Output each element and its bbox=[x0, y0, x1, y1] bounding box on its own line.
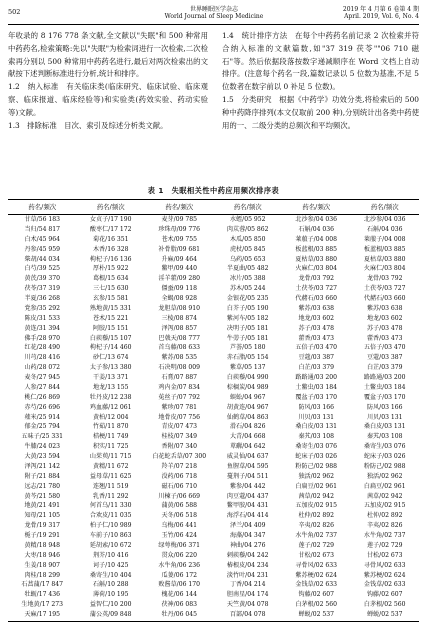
table-cell: 竹茹/11 870 bbox=[92, 423, 129, 431]
table-cell: 陈皮/31 533 bbox=[24, 314, 61, 322]
table-cell: 枸杞子/14 460 bbox=[89, 344, 132, 352]
table-cell: 磁石/06 710 bbox=[161, 482, 198, 490]
table-cell: 土鳖虫/03 184 bbox=[295, 383, 338, 391]
table-cell: 椿根皮/04 234 bbox=[226, 561, 269, 569]
table-cell: 黄柏/12 004 bbox=[92, 413, 129, 421]
table-cell: 藿香/03 473 bbox=[366, 334, 403, 342]
table-cell: 寻骨风/02 633 bbox=[363, 561, 406, 569]
table-cell: 川芎/28 416 bbox=[24, 354, 61, 362]
table-cell: 紫河车/05 182 bbox=[226, 314, 269, 322]
table-cell: 泽兰/04 409 bbox=[229, 522, 266, 530]
table-cell: 佛手/28 970 bbox=[24, 334, 61, 342]
table-cell: 薄荷/10 195 bbox=[92, 591, 129, 599]
table-cell: 益智仁/10 200 bbox=[89, 601, 132, 609]
table-cell: 鳖甲胶/04 431 bbox=[226, 502, 269, 510]
table-cell: 泽泻/21 142 bbox=[24, 462, 61, 470]
table-cell: 豆蔻/03 387 bbox=[366, 354, 403, 362]
table-cell: 路路通/03 200 bbox=[295, 374, 338, 381]
table-cell: 酸枣仁/17 172 bbox=[89, 225, 132, 233]
table-cell: 桔梗/11 749 bbox=[92, 433, 129, 441]
table-cell: 郁金/25 794 bbox=[24, 423, 61, 431]
table-cell: 石菖蒲/17 847 bbox=[21, 581, 64, 589]
table-header-row bbox=[8, 200, 419, 214]
table-cell: 地龙/03 602 bbox=[298, 314, 335, 322]
table-cell: 金银花/05 235 bbox=[226, 295, 269, 302]
table-cell: 麦冬/27 945 bbox=[24, 374, 61, 381]
table-cell: 鸡内金/07 834 bbox=[158, 383, 201, 391]
table-cell: 粉防己/02 988 bbox=[295, 462, 338, 470]
table-header-cell: 药名/频次 bbox=[165, 203, 194, 211]
table-cell: 麦芽/09 785 bbox=[161, 216, 198, 223]
table-cell: 板蓝根/03 885 bbox=[363, 245, 406, 253]
table-cell: 牡丹/06 045 bbox=[161, 611, 198, 618]
table-cell: 五倍子/03 470 bbox=[295, 344, 338, 352]
table-cell: 刺蒺藜/04 242 bbox=[226, 551, 269, 559]
table-cell: 滑石/04 826 bbox=[229, 423, 266, 431]
right-text-column bbox=[222, 30, 419, 132]
table-cell: 威灵仙/04 637 bbox=[226, 453, 269, 460]
table-cell: 车前子/10 863 bbox=[89, 532, 132, 539]
paragraph-classification: 1.5 分类研究 根据《中药学》功效分类,将检索后的 500 种中药降序排列(本文仅取前 200 种),分别统计出各类中药使用的一、二级分类的总频次和平均频次。 bbox=[222, 94, 419, 130]
table-cell: 乌药/05 653 bbox=[229, 255, 266, 263]
table-cell: 莱菔子/04 008 bbox=[295, 235, 338, 243]
table-cell: 水蛭/05 952 bbox=[229, 216, 266, 223]
table-cell: 大黄/23 594 bbox=[24, 453, 61, 460]
table-cell: 升麻/09 464 bbox=[161, 255, 198, 263]
table-cell: 板蓝根/03 885 bbox=[295, 245, 338, 253]
table-cell: 柏子仁/10 989 bbox=[89, 522, 132, 530]
table-cell: 生姜/18 907 bbox=[24, 561, 61, 569]
table-cell: 石斛/04 036 bbox=[298, 225, 335, 233]
table-cell: 附子/21 884 bbox=[24, 472, 61, 480]
table-cell: 紫参/04 442 bbox=[229, 482, 266, 490]
table-cell: 钩藤/02 607 bbox=[298, 591, 335, 599]
table-cell: 贯众/06 220 bbox=[161, 551, 198, 559]
table-cell: 苍术/09 755 bbox=[161, 235, 198, 243]
table-cell: 海浮石/04 414 bbox=[226, 512, 269, 520]
table-cell: 首乌藤/08 633 bbox=[158, 344, 201, 352]
table-cell: 水牛角/02 737 bbox=[363, 532, 406, 539]
table-header-cell: 药名/频次 bbox=[302, 203, 331, 211]
table-cell: 白茅根/02 560 bbox=[363, 601, 406, 609]
table-cell: 川贝/03 131 bbox=[298, 413, 335, 421]
table-cell: 丹参/45 959 bbox=[24, 245, 61, 253]
table-cell: 半夏/36 268 bbox=[24, 295, 61, 302]
table-cell: 牡蛎/17 436 bbox=[24, 591, 61, 599]
table-cell: 牛蒡子/05 181 bbox=[226, 334, 269, 342]
table-cell: 白蒺藜/15 107 bbox=[89, 334, 132, 342]
table-cell: 没药/06 718 bbox=[161, 472, 198, 480]
table-cell: 黄芩/21 580 bbox=[24, 492, 61, 500]
table-cell: 石膏/07 887 bbox=[161, 374, 198, 381]
table-cell: 乌梅/06 441 bbox=[161, 522, 198, 530]
paragraph-inclusion-criteria: 1.2 纳入标准 有关临床类(临床研究、临床试验、临床观察、临床报道、临床经验等)和实验类(药效实验、药动实验等)文献。 bbox=[8, 82, 208, 117]
left-text-column bbox=[8, 30, 208, 132]
table-cell: 冰片/05 388 bbox=[229, 275, 266, 283]
table-cell: 青皮/07 473 bbox=[161, 423, 198, 431]
table-cell: 绿萼梅/06 371 bbox=[158, 541, 201, 549]
table-cell: 代赭石/03 660 bbox=[295, 295, 338, 302]
table-cell: 寻骨风/02 633 bbox=[295, 561, 338, 569]
table-cell: 防风/03 166 bbox=[366, 403, 403, 411]
table-cell: 五倍子/03 470 bbox=[363, 344, 406, 352]
table-cell: 茜草/02 942 bbox=[298, 492, 335, 500]
table-cell: 三棱/08 874 bbox=[161, 314, 198, 322]
table-cell: 地骨皮/07 756 bbox=[158, 413, 201, 421]
table-cell: 白芥子/05 190 bbox=[226, 304, 269, 312]
table-cell: 川楝子/06 669 bbox=[158, 492, 201, 500]
table-cell: 地龙/13 155 bbox=[92, 383, 129, 391]
table-cell: 茜草/02 942 bbox=[366, 492, 403, 500]
table-cell: 牛膝/24 023 bbox=[24, 443, 61, 451]
table-cell: 独活/02 962 bbox=[366, 472, 403, 480]
table-cell: 桑寄生/03 076 bbox=[295, 443, 338, 451]
table-cell: 钩藤/02 607 bbox=[366, 591, 403, 599]
table-cell: 山药/28 072 bbox=[24, 364, 61, 372]
table-cell: 决明子/05 181 bbox=[226, 324, 269, 332]
table-cell: 覆盆子/03 170 bbox=[295, 393, 338, 401]
table-cell: 羚羊/07 218 bbox=[161, 462, 198, 470]
table-cell: 红花/28 490 bbox=[24, 344, 61, 352]
table-cell: 五味子/25 331 bbox=[21, 433, 64, 441]
table-cell: 女贞子/17 190 bbox=[89, 216, 132, 223]
table-cell: 积实/11 725 bbox=[92, 443, 129, 451]
table-cell: 蔓荆子/04 511 bbox=[226, 472, 269, 480]
table-cell: 三七/15 630 bbox=[92, 285, 129, 293]
table-cell: 干姜/13 371 bbox=[92, 374, 129, 381]
table-cell: 菊花/16 351 bbox=[92, 235, 129, 243]
table-cell: 山茱萸/11 715 bbox=[89, 453, 132, 460]
table-cell: 甘松/02 673 bbox=[366, 551, 403, 559]
table-cell: 蛇床子/03 026 bbox=[295, 453, 338, 460]
table-cell: 莲子/02 729 bbox=[366, 541, 403, 549]
table-cell: 龙骨/19 317 bbox=[24, 522, 61, 530]
table-cell: 桂枝/07 349 bbox=[161, 433, 198, 441]
table-cell: 珍珠母/09 776 bbox=[158, 225, 201, 233]
table-cell: 党参/35 292 bbox=[24, 304, 61, 312]
table-cell: 桃仁/26 869 bbox=[24, 393, 61, 401]
table-header-cell: 药名/频次 bbox=[370, 203, 399, 211]
issue-info-en: April. 2019, Vol. 6, No. 4 bbox=[344, 13, 419, 20]
table-cell: 粉防己/02 988 bbox=[363, 462, 406, 470]
table-header-cell: 药名/频次 bbox=[28, 203, 57, 211]
table-cell: 神曲/04 276 bbox=[229, 541, 266, 549]
table-cell: 白茅根/02 560 bbox=[295, 601, 338, 609]
table-cell: 紫苏/08 535 bbox=[161, 354, 198, 362]
table-cell: 菟丝子/07 792 bbox=[158, 393, 201, 401]
table-cell: 天竺黄/04 078 bbox=[226, 601, 269, 609]
table-cell: 全蝎/08 928 bbox=[161, 295, 198, 302]
table-cell: 棕榈炭/04 989 bbox=[226, 383, 269, 391]
table-cell: 苍术/15 221 bbox=[92, 314, 129, 322]
table-cell: 乳香/11 292 bbox=[92, 492, 129, 500]
table-cell: 甘草/56 183 bbox=[24, 216, 61, 223]
table-cell: 芦荟/05 180 bbox=[229, 344, 266, 352]
table-cell: 桑白皮/03 131 bbox=[363, 423, 406, 431]
table-cell: 鳖甲/09 440 bbox=[161, 265, 198, 273]
table-cell: 薤米/25 914 bbox=[24, 413, 61, 421]
table-cell: 阿胶/15 151 bbox=[92, 324, 129, 332]
table-cell: 枸杞子/16 136 bbox=[89, 255, 132, 263]
table-cell: 桑寄生/03 076 bbox=[363, 443, 406, 451]
table-cell: 砂仁/13 674 bbox=[92, 354, 129, 362]
table-body bbox=[8, 215, 419, 620]
table-cell: 地黄/21 491 bbox=[24, 502, 61, 510]
table-cell: 秦艽/03 108 bbox=[366, 433, 403, 441]
table-cell: 僵蚕/09 118 bbox=[161, 285, 198, 293]
table-cell: 五加皮/02 915 bbox=[363, 502, 406, 510]
table-cell: 路路通/03 200 bbox=[363, 374, 406, 381]
table-cell: 益母草/11 625 bbox=[89, 472, 132, 480]
table-cell: 蜈蚣/04 967 bbox=[229, 393, 266, 401]
table-cell: 延胡索/10 672 bbox=[89, 541, 132, 549]
table-cell: 水牛角/06 236 bbox=[158, 561, 201, 569]
table-cell: 诃子/10 425 bbox=[92, 561, 129, 569]
page-header bbox=[8, 4, 419, 25]
table-cell: 桑白皮/03 131 bbox=[295, 423, 338, 431]
issue-info bbox=[309, 6, 419, 20]
table-cell: 槐花/06 144 bbox=[161, 591, 198, 599]
table-cell: 百部/04 078 bbox=[229, 611, 266, 618]
table-cell: 土茯苓/03 727 bbox=[363, 285, 406, 293]
table-cell: 代赭石/03 660 bbox=[363, 295, 406, 302]
table-cell: 败酱草/06 170 bbox=[158, 581, 201, 589]
table-cell: 紫苏梗/02 624 bbox=[363, 571, 406, 579]
table-cell: 栀子/19 291 bbox=[24, 532, 61, 539]
table-cell: 肉豆蔻/04 437 bbox=[226, 492, 269, 500]
table-cell: 牡丹皮/12 238 bbox=[89, 393, 132, 401]
table-cell: 当归/54 817 bbox=[24, 225, 61, 233]
table-cell: 紫苏/03 638 bbox=[298, 304, 335, 312]
table-cell: 海藻/04 347 bbox=[229, 532, 266, 539]
table-cell: 淫羊藿/09 280 bbox=[158, 275, 201, 283]
table-cell: 白扁豆/02 961 bbox=[295, 482, 338, 490]
journal-title-en: World Journal of Sleep Medicine bbox=[164, 13, 264, 20]
table-header-cell: 药名/频次 bbox=[96, 203, 125, 211]
table-cell: 远志/21 780 bbox=[24, 482, 61, 490]
table-cell: 鸡血藤/12 061 bbox=[89, 403, 132, 411]
paragraph-exclusion-criteria: 1.3 排除标准 目次、索引及综述分析类文献。 bbox=[8, 120, 168, 130]
table-cell: 川贝/03 131 bbox=[366, 413, 403, 421]
table-cell: 苏子/03 478 bbox=[298, 324, 335, 332]
table-cell: 胡黄连/04 967 bbox=[226, 403, 269, 411]
table-cell: 人参/27 844 bbox=[24, 383, 61, 391]
table-cell: 虎杖/05 845 bbox=[229, 245, 266, 253]
table-cell: 独活/02 962 bbox=[298, 472, 335, 480]
table-cell: 蝉蜕/02 537 bbox=[298, 611, 335, 618]
table-cell: 茯苓/37 319 bbox=[24, 285, 61, 293]
table-cell: 龙骨/03 792 bbox=[366, 275, 403, 283]
table-cell: 藿香/03 473 bbox=[298, 334, 335, 342]
table-cell: 瓜蒌/06 172 bbox=[161, 571, 198, 579]
table-cell: 五加皮/02 915 bbox=[295, 502, 338, 510]
table-cell: 紫苏梗/02 624 bbox=[295, 571, 338, 579]
table-cell: 鱼腥草/04 595 bbox=[226, 462, 269, 470]
table-cell: 赤芍/26 696 bbox=[24, 403, 61, 411]
table-cell: 连翘/11 519 bbox=[92, 482, 129, 490]
table-cell: 龙骨/03 792 bbox=[298, 275, 335, 283]
table-cell: 水牛角/02 737 bbox=[295, 532, 338, 539]
table-cell: 淡竹叶/04 231 bbox=[226, 571, 269, 579]
table-cell: 豆蔻/03 387 bbox=[298, 354, 335, 362]
table-cell: 金钱草/02 633 bbox=[295, 581, 338, 589]
table-cell: 大青/04 668 bbox=[229, 433, 266, 441]
table-cell: 生地黄/17 273 bbox=[21, 601, 64, 609]
table-cell: 木香/16 328 bbox=[92, 245, 129, 253]
table-cell: 白芍/39 525 bbox=[24, 265, 61, 273]
table-cell: 仙鹤草/04 863 bbox=[226, 413, 269, 421]
table-cell: 火麻仁/03 804 bbox=[363, 265, 406, 273]
paragraph-search-strategy: 年收录的 8 176 778 条文献,全文献以"失眠"和 500 种常用中药药名,检索策略:先以"失眠"为检索词进行一次检索,二次检索再分别以 500 种常用中药药名进行,最后对两次检索出的文献按下述判断标准进行分析,统计和排序。 bbox=[8, 31, 208, 79]
table-cell: 火麻仁/03 804 bbox=[295, 265, 338, 273]
table-cell: 天麻/17 195 bbox=[24, 611, 61, 618]
table-cell: 秦艽/03 108 bbox=[298, 433, 335, 441]
table-cell: 甘松/02 673 bbox=[298, 551, 335, 559]
table-cell: 何首乌/11 330 bbox=[89, 502, 132, 510]
table-cell: 辛夷/02 826 bbox=[366, 522, 403, 530]
table-cell: 丁香/04 214 bbox=[229, 581, 266, 589]
table-cell: 蝉蜕/02 537 bbox=[366, 611, 403, 618]
table-cell: 紫草/05 137 bbox=[229, 364, 266, 372]
table-cell: 玄参/15 581 bbox=[92, 295, 129, 302]
table-cell: 白芷/03 379 bbox=[298, 364, 335, 372]
table-header-cell: 药名/频次 bbox=[233, 203, 262, 211]
table-cell: 白术/45 964 bbox=[24, 235, 61, 243]
table-cell: 莲子/02 729 bbox=[298, 541, 335, 549]
table-cell: 蒲黄/06 588 bbox=[161, 502, 198, 510]
journal-title bbox=[144, 6, 284, 20]
table-cell: 杜仲/02 892 bbox=[298, 512, 335, 520]
table-cell: 白扁豆/02 961 bbox=[363, 482, 406, 490]
table-cell: 天冬/06 518 bbox=[161, 512, 198, 520]
table-cell: 夏枯草/03 880 bbox=[363, 255, 406, 263]
table-cell: 苏子/03 478 bbox=[366, 324, 403, 332]
table-cell: 肉苁蓉/05 862 bbox=[226, 225, 269, 233]
table-cell: 莱菔子/04 008 bbox=[363, 235, 406, 243]
table-cell: 厚朴/15 922 bbox=[92, 265, 129, 273]
table-cell: 夏枯草/03 880 bbox=[295, 255, 338, 263]
table-cell: 柴胡/44 034 bbox=[24, 255, 61, 263]
table-cell: 太子参/13 380 bbox=[89, 364, 132, 372]
table-cell: 肉桂/18 299 bbox=[24, 571, 61, 579]
table-cell: 木瓜/05 850 bbox=[229, 235, 266, 243]
table-cell: 辛夷/02 826 bbox=[298, 522, 335, 530]
issue-info-cn: 2019 年 4 月第 6 卷第 4 期 bbox=[342, 6, 419, 13]
table-bottom-rule bbox=[8, 621, 419, 622]
table-cell: 金钱草/02 633 bbox=[363, 581, 406, 589]
table-cell: 防风/03 166 bbox=[298, 403, 335, 411]
table-cell: 荆芥/10 416 bbox=[92, 551, 129, 559]
table-cell: 半夏曲/05 482 bbox=[226, 265, 269, 273]
table-cell: 补骨脂/09 681 bbox=[158, 245, 201, 253]
table-cell: 土鳖虫/03 184 bbox=[363, 383, 406, 391]
journal-title-cn: 世界睡眠医学杂志 bbox=[189, 6, 238, 13]
table-cell: 大枣/18 946 bbox=[24, 551, 61, 559]
table-cell: 白花蛇舌草/07 300 bbox=[152, 453, 207, 460]
table-cell: 桑寄生/10 404 bbox=[89, 571, 132, 579]
table-cell: 黄连/31 394 bbox=[24, 324, 61, 332]
table-cell: 白蒺藜/04 990 bbox=[226, 374, 269, 381]
table-cell: 香附/07 340 bbox=[161, 443, 198, 451]
table-cell: 萆薢/04 642 bbox=[229, 443, 266, 451]
table-cell: 葛根/15 634 bbox=[92, 275, 129, 283]
table-cell: 泽泻/08 857 bbox=[161, 324, 198, 332]
table-cell: 石斛/10 288 bbox=[92, 581, 129, 589]
table-cell: 紫苏/03 638 bbox=[366, 304, 403, 312]
table-cell: 黄精/18 948 bbox=[24, 541, 61, 549]
table-cell: 玉竹/06 424 bbox=[161, 532, 198, 539]
table-cell: 熟地黄/15 331 bbox=[89, 304, 132, 312]
paragraph-sorting-method: 1.4 统计排序方法 在每个中药药名前记录 2 次检索并符合纳入标准的文献篇数,如"37 319 茯苓""06 710 磁石"等。然后依据段落按数字递减顺序在 Word 文档上自动排序。(注意每个药名一段,篇数记录以 5 位数为基准,不足 5 位数者在数字前以 0 补足 5 位数)。 bbox=[222, 31, 419, 92]
table-cell: 地龙/03 602 bbox=[366, 314, 403, 322]
table-cell: 苏木/05 244 bbox=[229, 285, 266, 293]
table-cell: 黄芪/39 370 bbox=[24, 275, 61, 283]
table-cell: 北沙参/04 036 bbox=[295, 216, 338, 223]
table-cell: 杜仲/02 892 bbox=[366, 512, 403, 520]
table-cell: 知母/21 105 bbox=[24, 512, 61, 520]
table-cell: 胆南星/04 174 bbox=[226, 591, 269, 599]
table-caption: 表 1 失眠相关性中药应用频次排序表 bbox=[147, 186, 280, 195]
table-cell: 蒲公英/09 848 bbox=[89, 611, 132, 618]
table-cell: 紫珍/07 781 bbox=[161, 403, 198, 411]
table-cell: 巴戟天/08 777 bbox=[158, 334, 201, 342]
table-cell: 黄精/11 672 bbox=[92, 462, 129, 470]
table-cell: 石斛/04 036 bbox=[366, 225, 403, 233]
table-cell: 蛇床子/03 026 bbox=[363, 453, 406, 460]
table-cell: 石决明/08 009 bbox=[158, 364, 201, 372]
table-cell: 覆盆子/03 170 bbox=[363, 393, 406, 401]
table-cell: 龙胆草/08 910 bbox=[158, 304, 201, 312]
table-cell: 白芷/03 379 bbox=[366, 364, 403, 372]
table-cell: 茯神/06 083 bbox=[161, 601, 198, 609]
table-cell: 土茯苓/03 727 bbox=[295, 285, 338, 293]
table-cell: 合欢皮/11 035 bbox=[89, 512, 132, 520]
table-cell: 北沙参/04 036 bbox=[363, 216, 406, 223]
table-cell: 赤石脂/05 154 bbox=[226, 354, 269, 362]
page-number: 502 bbox=[8, 8, 21, 16]
